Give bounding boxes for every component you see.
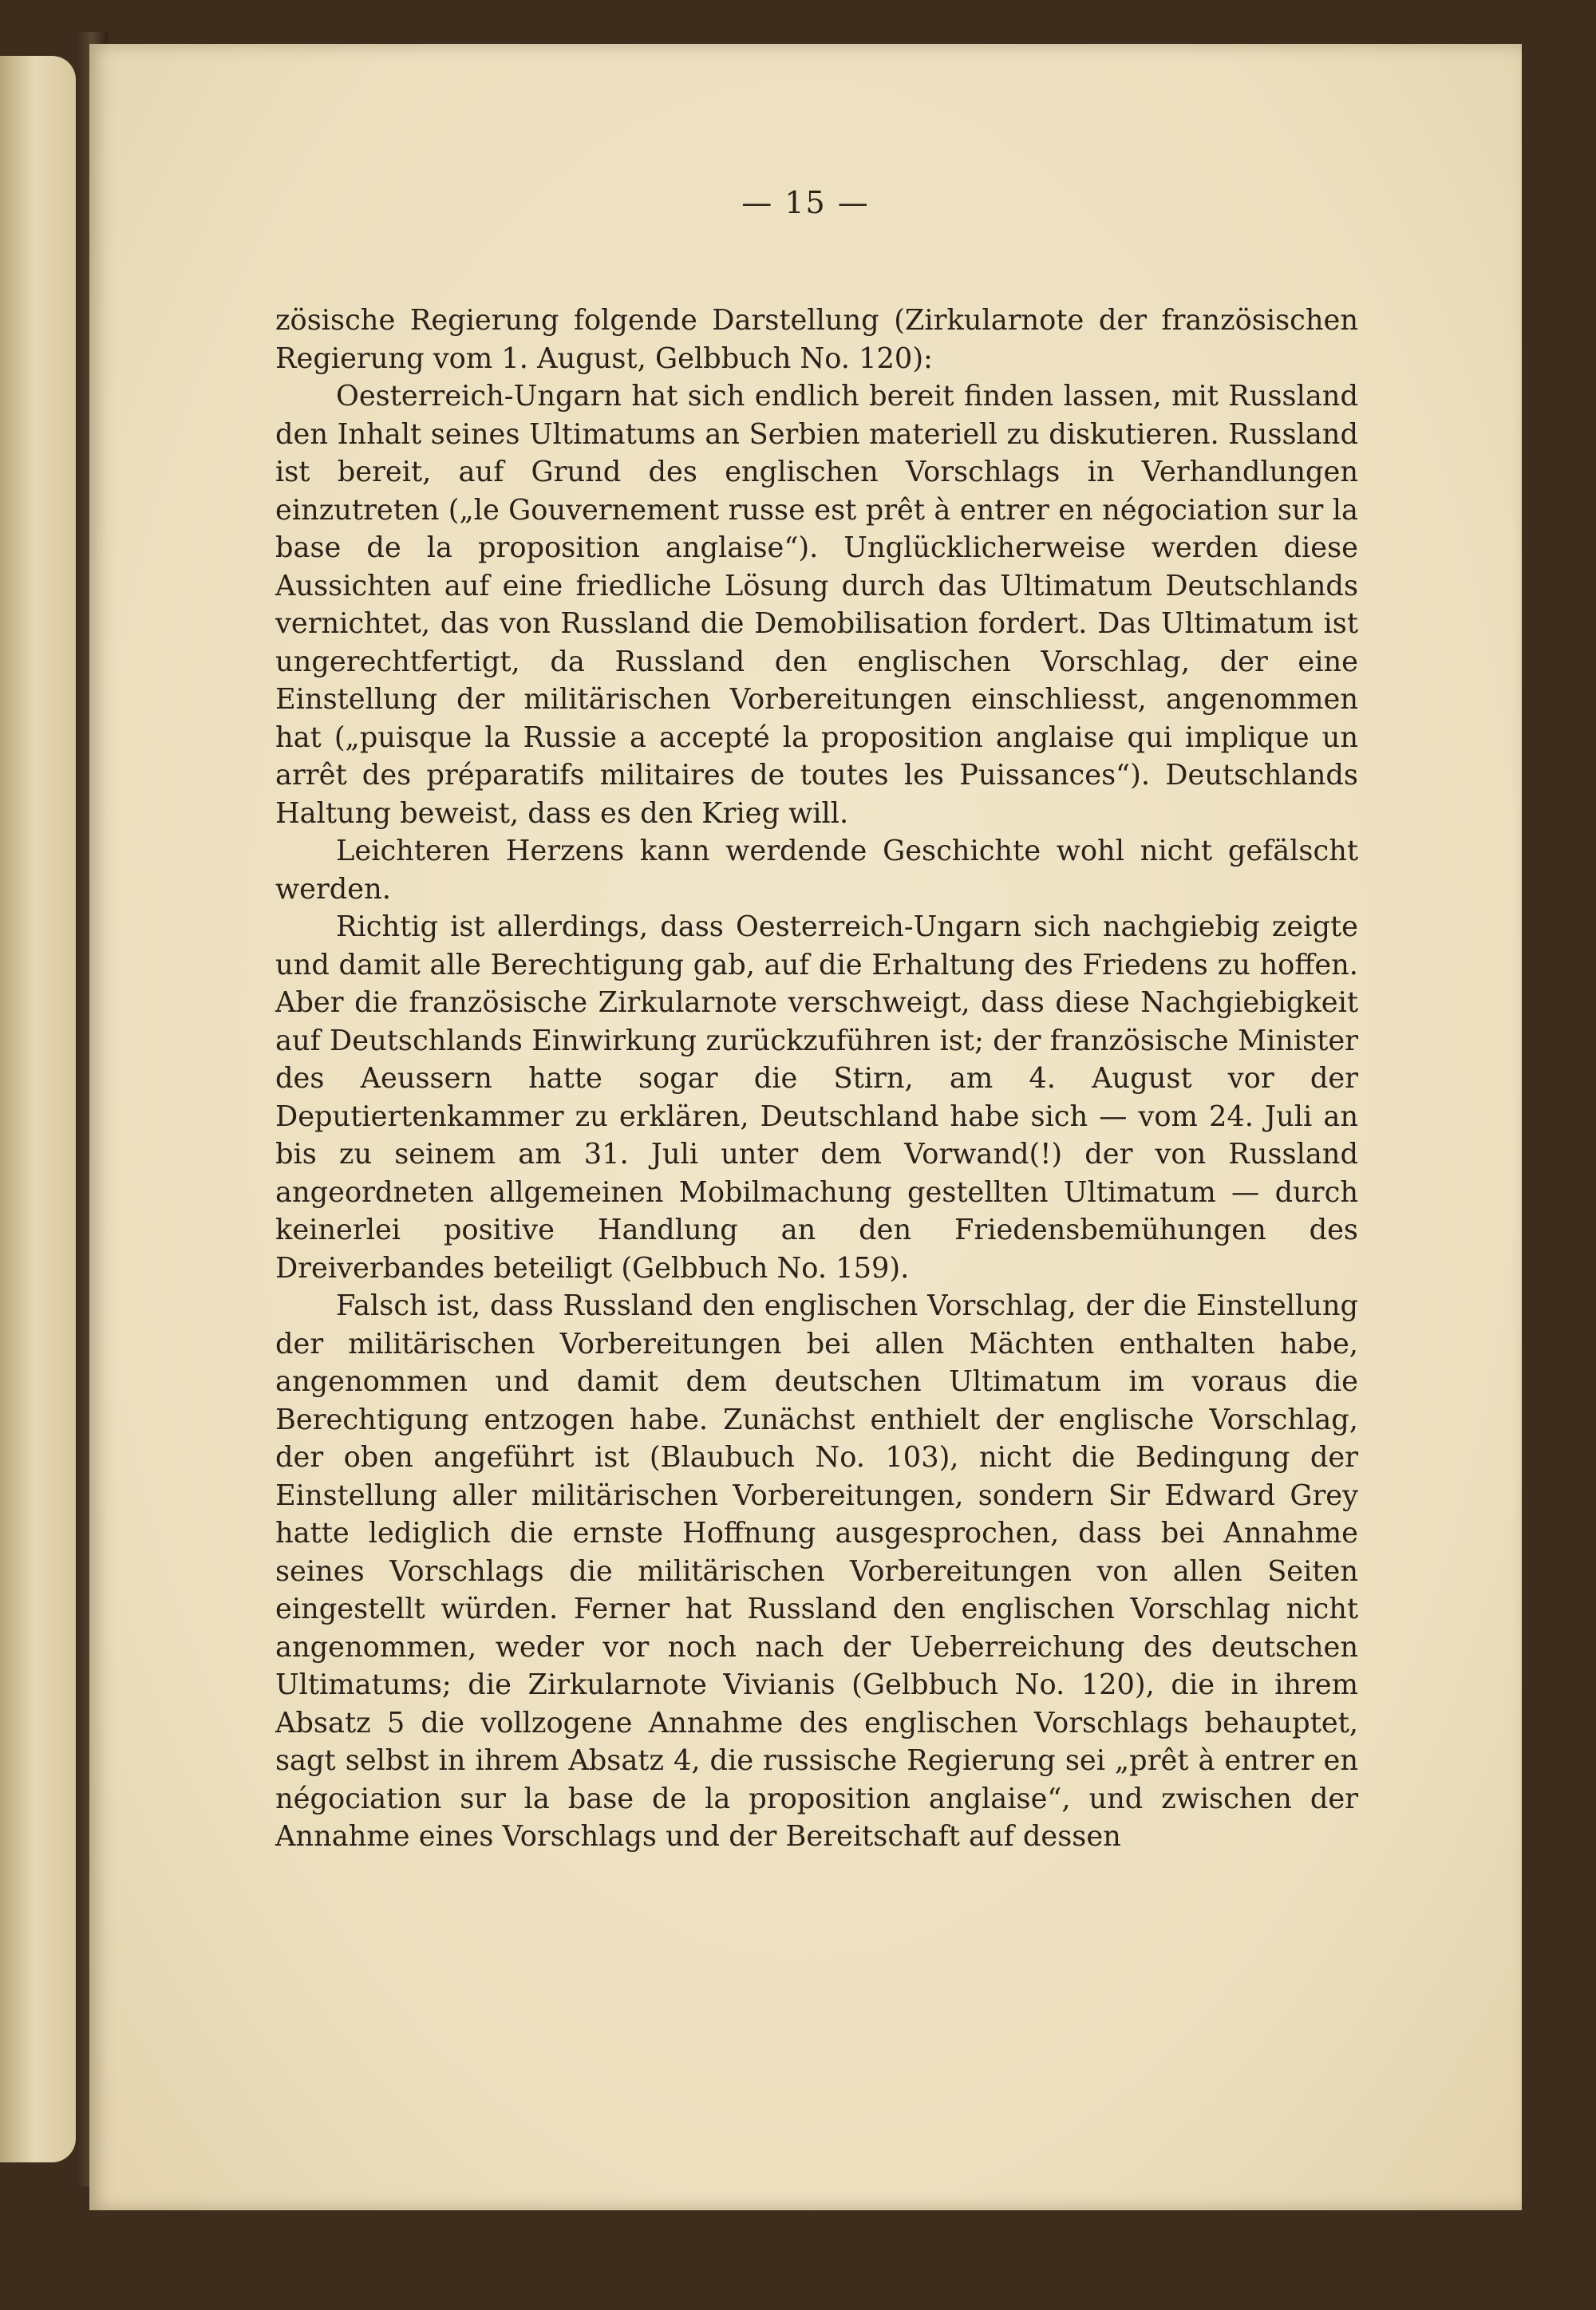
paragraph-continuation: zösische Regierung folgende Darstellung (Zirkularnote der französischen Regierung vom 1. August, Gelbbuch No. 120): xyxy=(275,304,1358,375)
book-page xyxy=(89,44,1522,2210)
body-text xyxy=(275,302,1358,1856)
facing-page-edge xyxy=(0,56,76,2162)
paragraph-richtig: Richtig ist allerdings, dass Oesterreich-Ungarn sich nachgiebig zeigte und damit alle Berechtigung gab, auf die Erhaltung des Friedens zu hoffen. Aber die französische Zirkularnote verschweigt, dass diese Nachgiebigkeit auf Deutschlands Einwirkung zurückzuführen ist; der französische Minister des Aeussern hatte sogar die Stirn, am 4. August vor der Deputiertenkammer zu erklären, Deutschland habe sich — vom 24. Juli an bis zu seinem am 31. Juli unter dem Vorwand(!) der von Russland angeordneten allgemeinen Mobilmachung gestellten Ultimatum — durch keinerlei positive Handlung an den Friedensbemühungen des Dreiverbandes beteiligt (Gelbbuch No. 159). xyxy=(275,910,1358,1285)
paragraph-falsch: Falsch ist, dass Russland den englischen Vorschlag, der die Einstellung der militärischen Vorbereitungen bei allen Mächten enthalten habe, angenommen und damit dem deutschen Ultimatum im voraus die Berechtigung entzogen habe. Zunächst enthielt der englische Vorschlag, der oben angeführt ist (Blaubuch No. 103), nicht die Bedingung der Einstellung aller militärischen Vorbereitungen, sondern Sir Edward Grey hatte lediglich die ernste Hoffnung ausgesprochen, dass bei Annahme seines Vorschlags die militärischen Vorbereitungen von allen Seiten eingestellt würden. Ferner hat Russland den englischen Vorschlag nicht angenommen, weder vor noch nach der Ueberreichung des deutschen Ultimatums; die Zirkularnote Vivianis (Gelbbuch No. 120), die in ihrem Absatz 5 die vollzogene Annahme des englischen Vorschlags behauptet, sagt selbst in ihrem Absatz 4, die russische Regierung sei „prêt à entrer en négociation sur la base de la proposition anglaise“, und zwischen der Annahme eines Vorschlags und der Bereitschaft auf dessen xyxy=(275,1289,1358,1853)
paragraph-quoted-note: Oesterreich-Ungarn hat sich endlich bereit finden lassen, mit Russland den Inhalt seines Ultimatums an Serbien materiell zu diskutieren. Russland ist bereit, auf Grund des englischen Vorschlags in Verhandlungen einzutreten („le Gouvernement russe est prêt à entrer en négociation sur la base de la proposition anglaise“). Unglücklicherweise werden diese Aussichten auf eine friedliche Lösung durch das Ultimatum Deutschlands vernichtet, das von Russland die Demobilisation fordert. Das Ultimatum ist ungerechtfertigt, da Russland den englischen Vorschlag, der eine Einstellung der militärischen Vorbereitungen einschliesst, angenommen hat („puisque la Russie a accepté la proposition anglaise qui implique un arrêt des préparatifs militaires de toutes les Puissances“). Deutschlands Haltung beweist, dass es den Krieg will. xyxy=(275,380,1358,830)
page-number: — 15 — xyxy=(741,185,870,220)
paragraph-comment: Leichteren Herzens kann werdende Geschichte wohl nicht gefälscht werden. xyxy=(275,835,1358,906)
